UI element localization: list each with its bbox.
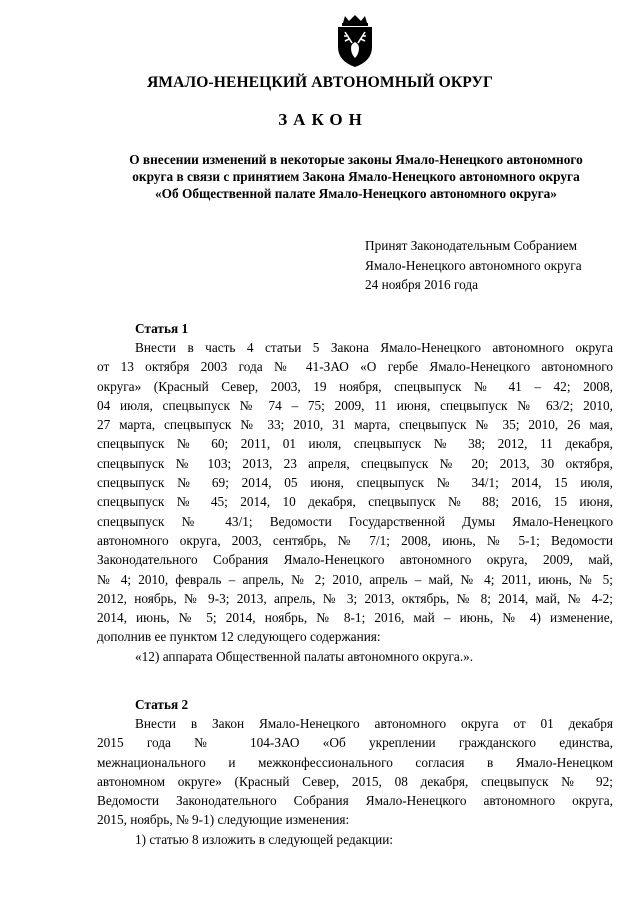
text-line: спецвыпуск № 60; 2011, 01 июля, спецвыпуск № 38; 2012, 11 декабря, xyxy=(97,436,613,452)
text-line: округа» (Красный Север, 2003, 19 ноября, спецвыпуск № 41 – 42; 2008, xyxy=(97,378,613,394)
coat-of-arms-emblem xyxy=(333,14,377,68)
article-2-heading: Статья 2 xyxy=(135,697,189,712)
text-line: от 13 октября 2003 года № 41-ЗАО «О гербе Ямало-Ненецкого автономного xyxy=(97,359,613,375)
adoption-line: Ямало-Ненецкого автономного округа xyxy=(365,257,582,273)
text-line: № 4; 2010, февраль – апрель, № 2; 2010, апрель – май, № 4; 2011, июнь, № 5; xyxy=(97,571,613,587)
law-title-line: «Об Общественной палате Ямало-Ненецкого автономного округа» xyxy=(155,186,557,201)
text-line: 2015 года № 104-ЗАО «Об укреплении гражданского единства, xyxy=(97,735,613,751)
adoption-note xyxy=(365,236,582,295)
law-title xyxy=(90,151,622,202)
article-1-body xyxy=(97,338,613,647)
article-2-body xyxy=(97,714,613,830)
text-line: Внести в Закон Ямало-Ненецкого автономного округа от 01 декабря xyxy=(135,716,613,731)
text-line: спецвыпуск № 43/1; Ведомости Государственной Думы Ямало-Ненецкого xyxy=(97,513,613,529)
law-title-line: О внесении изменений в некоторые законы Ямало-Ненецкого автономного xyxy=(129,152,583,167)
text-line: автономного округа, 2003, сентябрь, № 7/1; 2008, июнь, № 5-1; Ведомости xyxy=(97,532,613,548)
text-line: спецвыпуск № 103; 2013, 23 апреля, спецвыпуск № 20; 2013, 30 октября, xyxy=(97,455,613,471)
article-1-addition: «12) аппарата Общественной палаты автономного округа.». xyxy=(135,649,474,664)
document-type: ЗАКОН xyxy=(278,110,368,129)
text-line: Ведомости Законодательного Собрания Ямало-Ненецкого автономного округа, xyxy=(97,793,613,809)
law-title-line: округа в связи с принятием Закона Ямало-Ненецкого автономного округа xyxy=(132,169,580,184)
text-line: 2015, ноябрь, № 9-1) следующие изменения: xyxy=(97,812,350,828)
adoption-line: Принят Законодательным Собранием xyxy=(365,238,578,253)
text-line: спецвыпуск № 69; 2014, 05 июня, спецвыпуск № 34/1; 2014, 15 июля, xyxy=(97,475,613,491)
text-line: межнационального и межконфессионального согласия в Ямало-Ненецком xyxy=(97,754,613,770)
text-line: спецвыпуск № 45; 2014, 10 декабря, спецвыпуск № 88; 2016, 15 июня, xyxy=(97,494,613,510)
text-line: автономном округе» (Красный Север, 2015, 08 декабря, спецвыпуск № 92; xyxy=(97,773,613,789)
article-2-item-1: 1) статью 8 изложить в следующей редакции: xyxy=(135,832,394,847)
article-1-heading: Статья 1 xyxy=(135,321,189,336)
text-line: 2012, ноябрь, № 9-3; 2013, апрель, № 3; 2013, октябрь, № 8; 2014, май, № 4-2; xyxy=(97,590,613,606)
adoption-date: 24 ноября 2016 года xyxy=(365,277,479,292)
text-line: 27 марта, спецвыпуск № 33; 2010, 31 марта, спецвыпуск № 35; 2010, 26 мая, xyxy=(97,417,613,433)
text-line: Внести в часть 4 статьи 5 Закона Ямало-Ненецкого автономного округа xyxy=(135,340,613,355)
text-line: 2014, июнь, № 5; 2014, ноябрь, № 8-1; 2016, май – июнь, № 4) изменение, xyxy=(97,610,613,626)
text-line: Законодательного Собрания Ямало-Ненецкого автономного округа, 2009, май, xyxy=(97,552,613,568)
text-line: 04 июля, спецвыпуск № 74 – 75; 2009, 11 июня, спецвыпуск № 63/2; 2010, xyxy=(97,397,613,413)
region-name: ЯМАЛО-НЕНЕЦКИЙ АВТОНОМНЫЙ ОКРУГ xyxy=(146,74,494,91)
text-line: дополнив ее пунктом 12 следующего содержания: xyxy=(97,629,381,645)
